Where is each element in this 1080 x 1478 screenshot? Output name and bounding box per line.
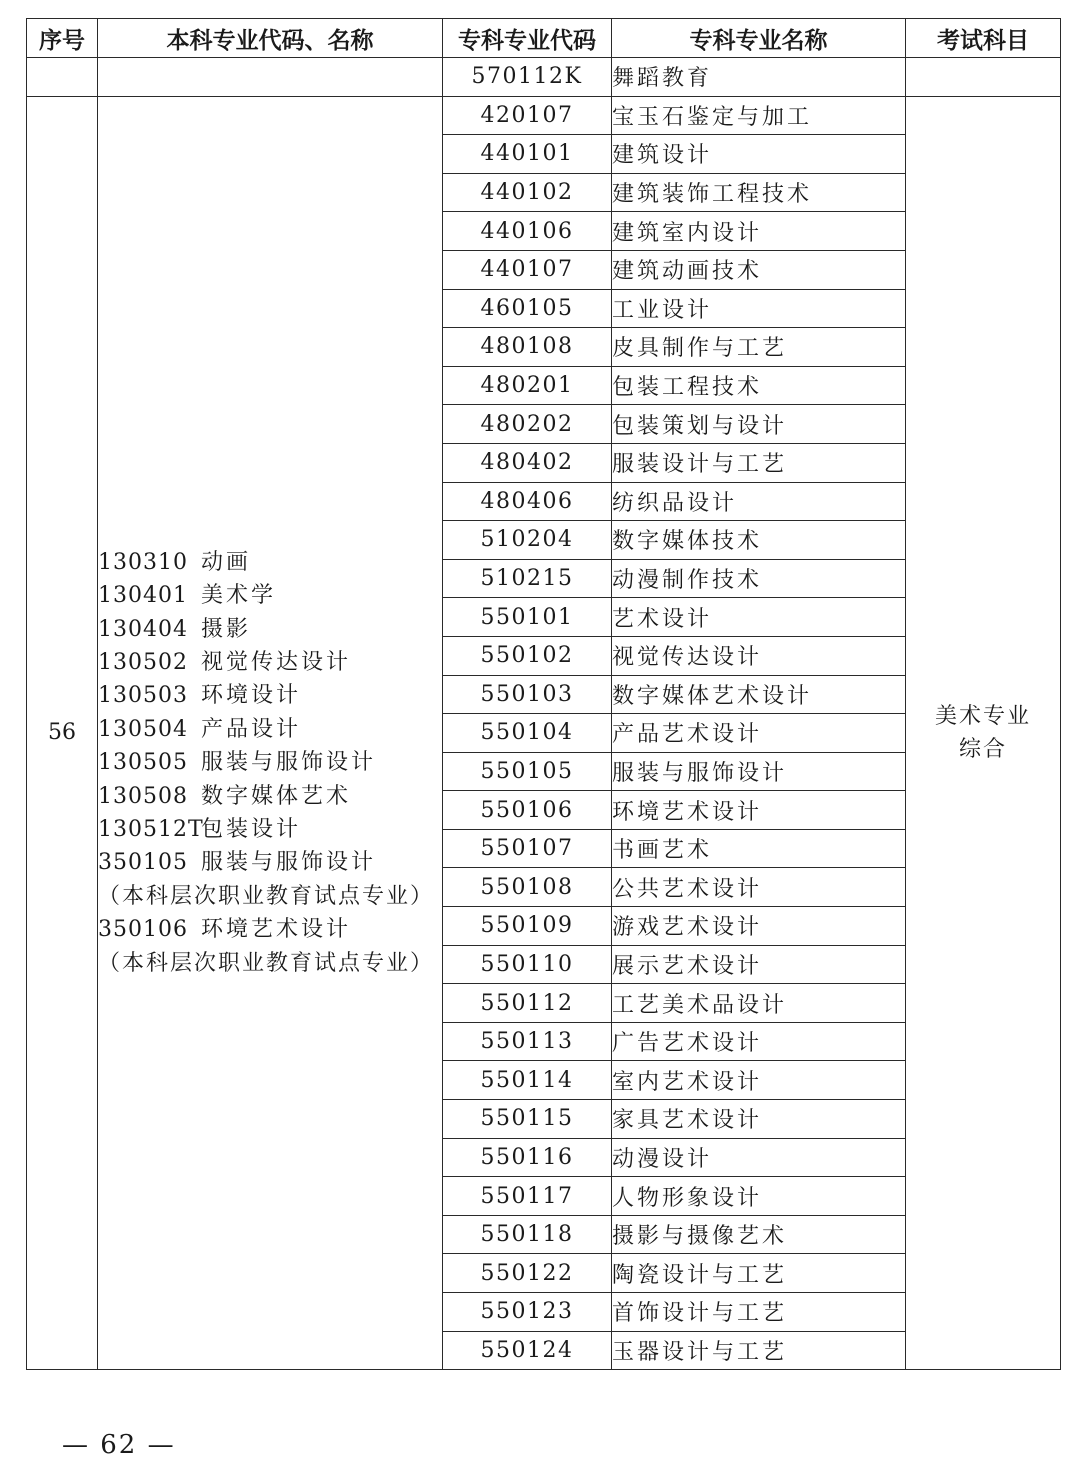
undergrad-major [98, 579, 442, 612]
junior-name: 包装策划与设计 [612, 405, 906, 444]
undergrad-major-name: 动画 [201, 549, 252, 575]
junior-name: 建筑设计 [612, 135, 906, 174]
junior-name: 环境艺术设计 [612, 791, 906, 830]
undergrad-majors-list [98, 546, 442, 980]
header-seq: 序号 [27, 19, 98, 58]
junior-code: 550101 [443, 598, 612, 637]
undergrad-major-name: 产品设计 [201, 716, 302, 742]
header-junior-code: 专科专业代码 [443, 19, 612, 58]
undergrad-major-code: 130310 [98, 549, 188, 575]
undergrad-major-name: 服装与服饰设计 [201, 850, 377, 876]
undergrad-major-note: （本科层次职业教育试点专业） [98, 883, 435, 909]
junior-code: 550105 [443, 752, 612, 791]
page-number: — 62 — [62, 1430, 176, 1460]
junior-code: 460105 [443, 289, 612, 328]
undergrad-major [98, 813, 442, 846]
undergrad-major-name: 服装与服饰设计 [201, 750, 377, 776]
undergrad-major [98, 913, 442, 946]
group-seq: 56 [27, 96, 98, 1370]
junior-code: 550103 [443, 675, 612, 714]
junior-name: 广告艺术设计 [612, 1022, 906, 1061]
junior-code: 420107 [443, 96, 612, 135]
junior-code: 480406 [443, 482, 612, 521]
header-undergrad: 本科专业代码、名称 [98, 19, 443, 58]
exam-subject-line: 美术专业 [934, 703, 1031, 729]
junior-name: 陶瓷设计与工艺 [612, 1254, 906, 1293]
header-subject: 考试科目 [906, 19, 1061, 58]
junior-code: 550117 [443, 1177, 612, 1216]
undergrad-major-code: 130505 [98, 750, 188, 776]
undergrad-major-code: 130504 [98, 716, 188, 742]
undergrad-major-code: 350106 [98, 917, 188, 943]
junior-code: 510204 [443, 521, 612, 560]
undergrad-major [98, 780, 442, 813]
junior-name: 皮具制作与工艺 [612, 328, 906, 367]
junior-code: 480202 [443, 405, 612, 444]
junior-name: 服装与服饰设计 [612, 752, 906, 791]
junior-name: 舞蹈教育 [612, 58, 906, 97]
junior-code: 550115 [443, 1100, 612, 1139]
junior-name: 工艺美术品设计 [612, 984, 906, 1023]
carryover-row [27, 58, 1061, 97]
table-row [27, 96, 1061, 135]
junior-name: 视觉传达设计 [612, 636, 906, 675]
undergrad-major-code: 130502 [98, 649, 188, 675]
junior-code: 550107 [443, 829, 612, 868]
junior-code: 550106 [443, 791, 612, 830]
junior-code: 550123 [443, 1293, 612, 1332]
junior-name: 艺术设计 [612, 598, 906, 637]
junior-name: 家具艺术设计 [612, 1100, 906, 1139]
junior-name: 展示艺术设计 [612, 945, 906, 984]
carryover-seq [27, 58, 98, 97]
junior-code: 550110 [443, 945, 612, 984]
junior-name: 公共艺术设计 [612, 868, 906, 907]
undergrad-major-code: 130401 [98, 583, 188, 609]
junior-code: 480108 [443, 328, 612, 367]
junior-name: 纺织品设计 [612, 482, 906, 521]
undergrad-major-name: 视觉传达设计 [201, 649, 352, 675]
junior-code: 550109 [443, 907, 612, 946]
undergrad-major-name: 环境设计 [201, 683, 302, 709]
junior-code: 570112K [443, 58, 612, 97]
undergrad-major-name: 数字媒体艺术 [201, 783, 352, 809]
junior-name: 建筑室内设计 [612, 212, 906, 251]
exam-subject-line: 综合 [958, 736, 1007, 762]
carryover-undergrad [98, 58, 443, 97]
header-row [27, 19, 1061, 58]
header-junior-name: 专科专业名称 [612, 19, 906, 58]
junior-name: 建筑动画技术 [612, 250, 906, 289]
undergrad-major-name: 包装设计 [201, 817, 302, 842]
undergrad-major [98, 713, 442, 746]
junior-code: 550118 [443, 1215, 612, 1254]
undergrad-major [98, 846, 442, 879]
junior-name: 服装设计与工艺 [612, 443, 906, 482]
junior-code: 550108 [443, 868, 612, 907]
junior-code: 550114 [443, 1061, 612, 1100]
undergrad-major [98, 646, 442, 679]
junior-name: 首饰设计与工艺 [612, 1293, 906, 1332]
junior-name: 产品艺术设计 [612, 714, 906, 753]
junior-code: 480402 [443, 443, 612, 482]
undergrad-major [98, 679, 442, 712]
undergrad-major-note: （本科层次职业教育试点专业） [98, 950, 435, 976]
undergrad-major-name: 美术学 [201, 583, 277, 609]
junior-code: 440102 [443, 173, 612, 212]
undergrad-major-name: 摄影 [201, 616, 252, 642]
undergrad-major-name: 环境艺术设计 [201, 917, 352, 943]
undergrad-major-code: 130512T [98, 817, 204, 842]
junior-code: 550112 [443, 984, 612, 1023]
exam-subject [906, 96, 1061, 1370]
junior-name: 室内艺术设计 [612, 1061, 906, 1100]
junior-name: 人物形象设计 [612, 1177, 906, 1216]
junior-name: 建筑装饰工程技术 [612, 173, 906, 212]
junior-code: 440107 [443, 250, 612, 289]
majors-table [26, 18, 1061, 1370]
junior-name: 动漫制作技术 [612, 559, 906, 598]
junior-code: 550102 [443, 636, 612, 675]
junior-name: 玉器设计与工艺 [612, 1331, 906, 1370]
junior-name: 包装工程技术 [612, 366, 906, 405]
junior-code: 440106 [443, 212, 612, 251]
junior-code: 550116 [443, 1138, 612, 1177]
junior-code: 440101 [443, 135, 612, 174]
junior-code: 510215 [443, 559, 612, 598]
junior-name: 数字媒体艺术设计 [612, 675, 906, 714]
undergrad-major-code: 130503 [98, 683, 188, 709]
junior-code: 480201 [443, 366, 612, 405]
undergrad-major [98, 746, 442, 779]
junior-name: 游戏艺术设计 [612, 907, 906, 946]
junior-code: 550104 [443, 714, 612, 753]
undergrad-major-code: 350105 [98, 850, 188, 876]
undergrad-majors-cell [98, 96, 443, 1370]
undergrad-major-code: 130404 [98, 616, 188, 642]
junior-name: 工业设计 [612, 289, 906, 328]
junior-code: 550122 [443, 1254, 612, 1293]
undergrad-major-code: 130508 [98, 783, 188, 809]
junior-name: 书画艺术 [612, 829, 906, 868]
junior-name: 数字媒体技术 [612, 521, 906, 560]
junior-code: 550124 [443, 1331, 612, 1370]
junior-name: 宝玉石鉴定与加工 [612, 96, 906, 135]
junior-name: 动漫设计 [612, 1138, 906, 1177]
carryover-subject [906, 58, 1061, 97]
junior-name: 摄影与摄像艺术 [612, 1215, 906, 1254]
undergrad-major [98, 546, 442, 579]
undergrad-major [98, 613, 442, 646]
junior-code: 550113 [443, 1022, 612, 1061]
